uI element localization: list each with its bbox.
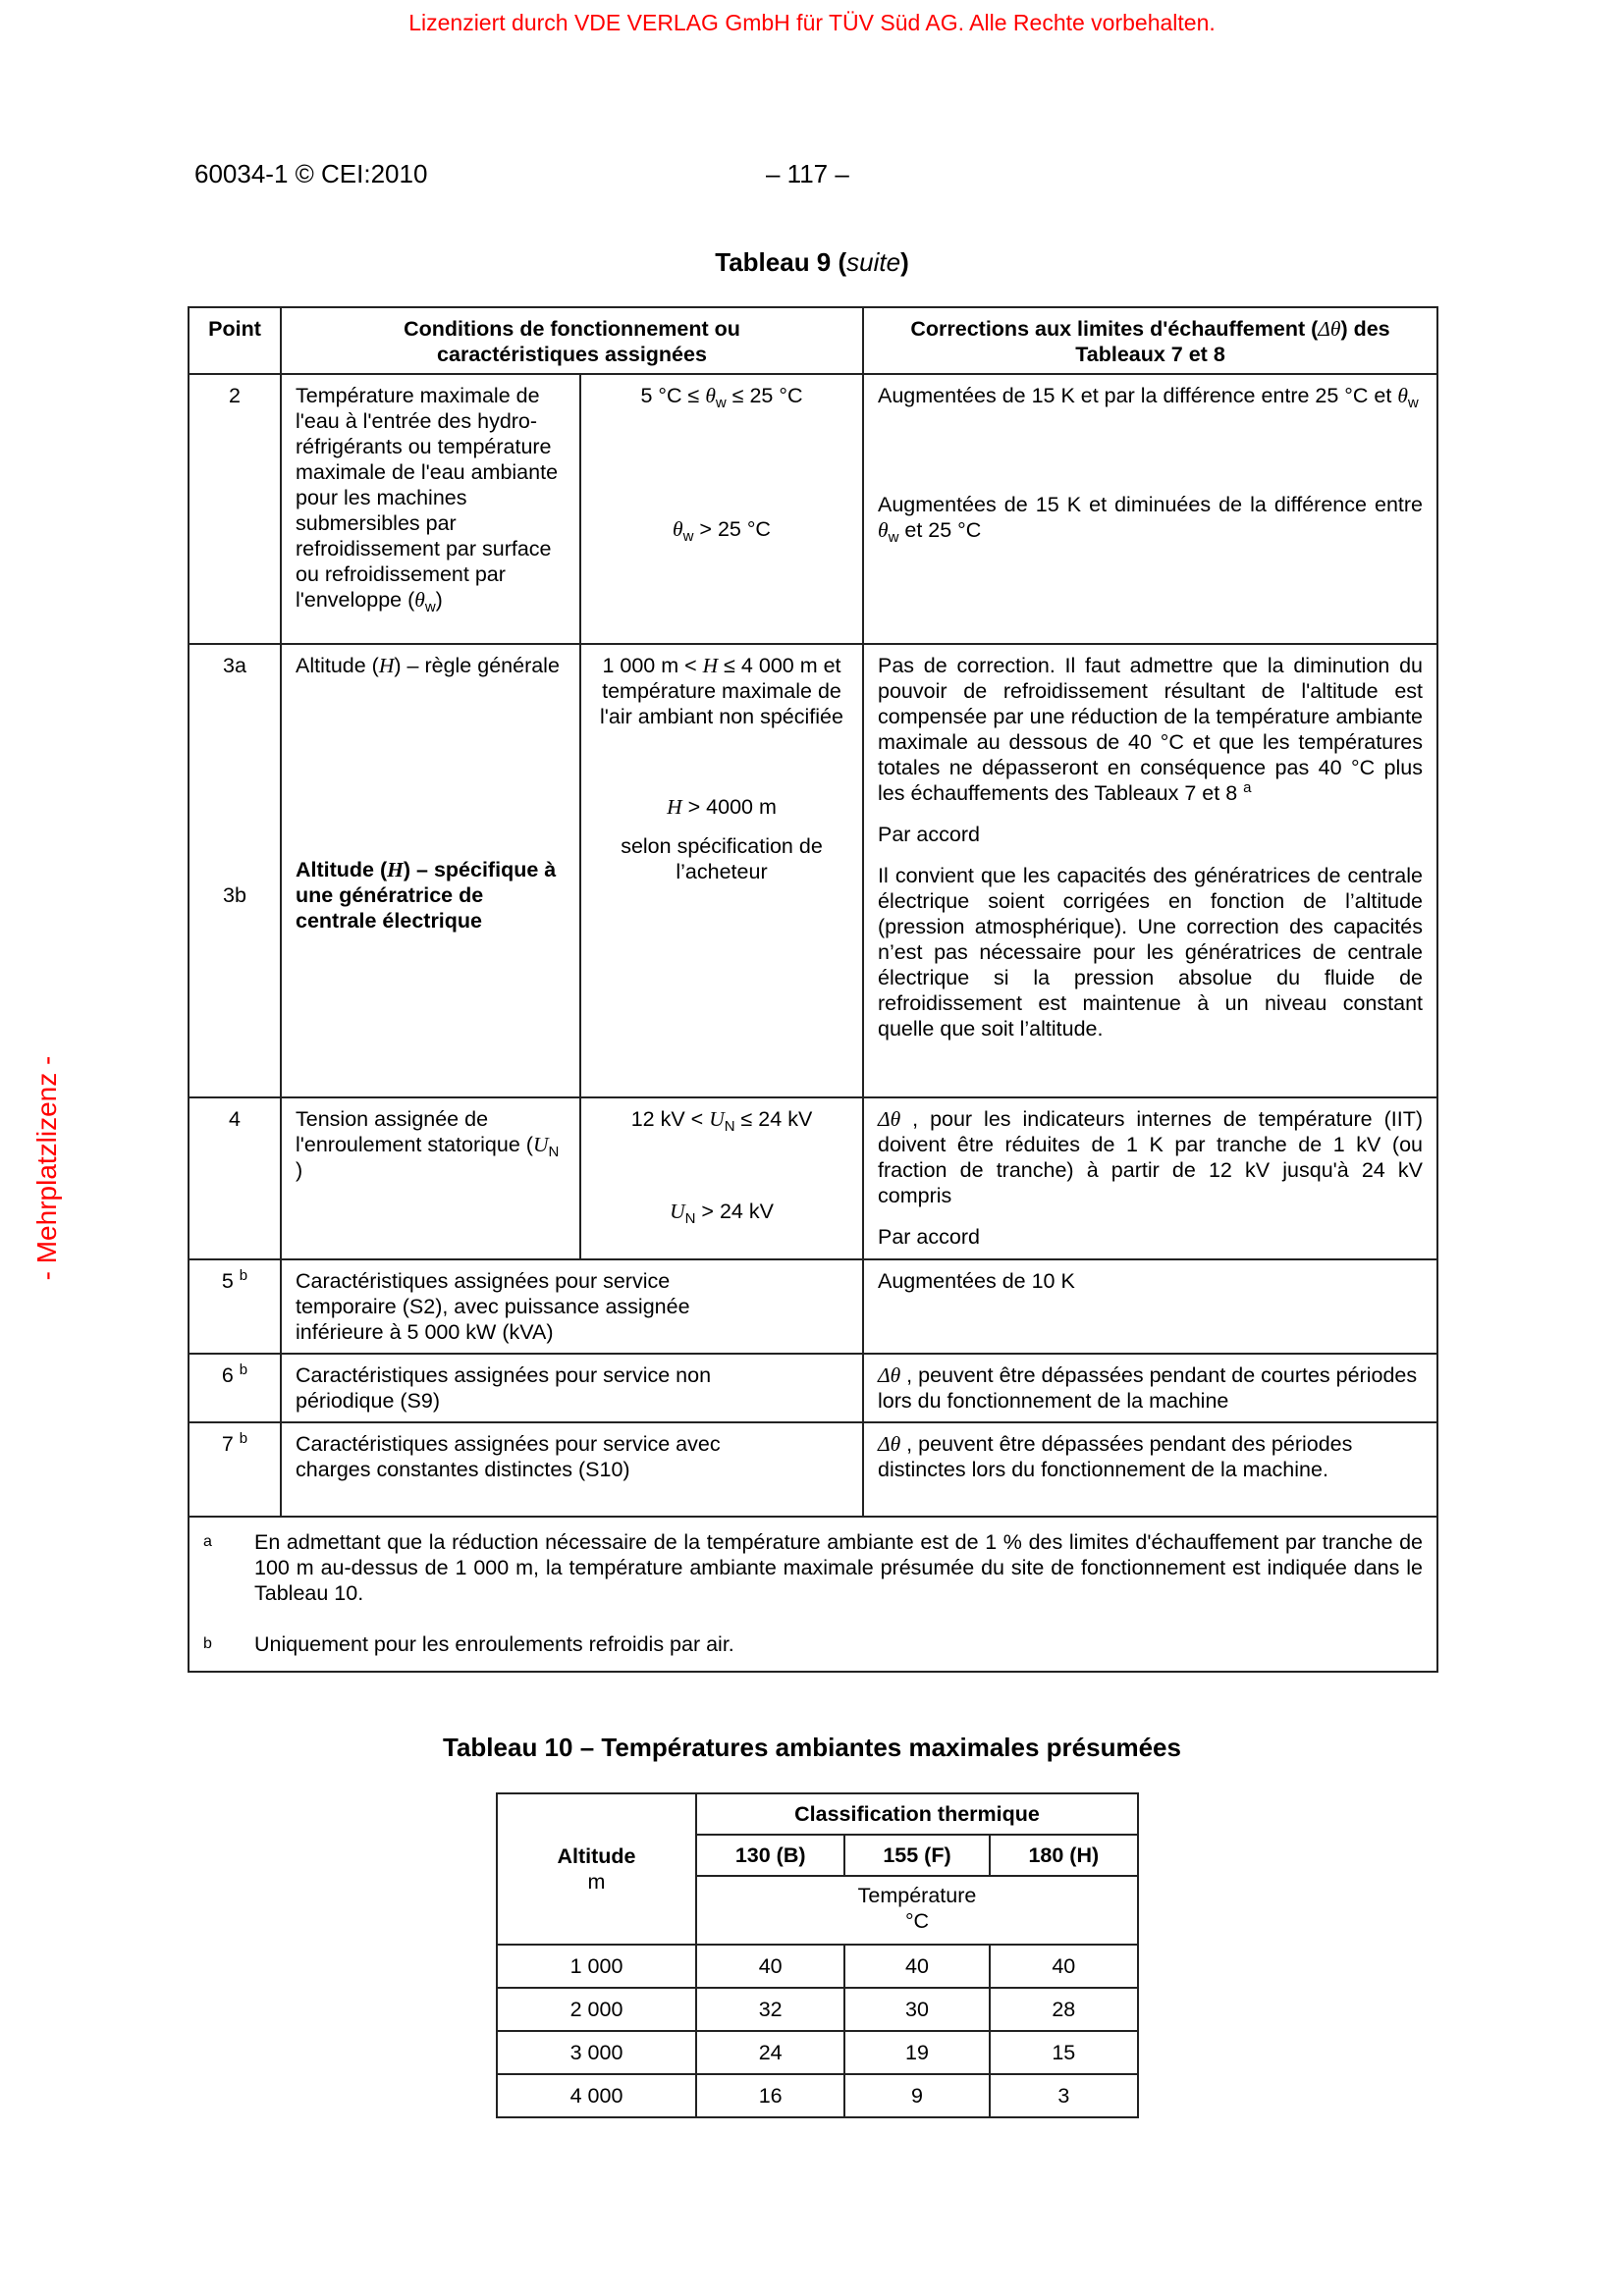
table-row: 1 000 40 40 40 [497, 1945, 1138, 1988]
correction-3a-2: Par accord [878, 823, 980, 846]
row-point: 3a 3b [189, 644, 281, 1097]
correction-2: Augmentées de 15 K et diminuées de la différence entre $\theta_w$ et 25 °C [878, 493, 1423, 546]
header-point: Point [189, 307, 281, 374]
row-value [580, 644, 863, 1097]
table9-caption-title: Tableau 9 [715, 247, 832, 277]
value-4-1: 12 kV < $U_N \le 24$ kV [630, 1107, 813, 1135]
row-condition: Caractéristiques assignées pour service temporaire (S2), avec puissance assignée inférieure à 5 000 kW (kVA) [281, 1259, 863, 1354]
table-row [189, 1097, 1437, 1259]
row-condition: Caractéristiques assignées pour service avec charges constantes distinctes (S10) [281, 1422, 863, 1517]
row-point: 2 [189, 374, 281, 644]
table-header-row [189, 307, 1437, 374]
table9-caption-suite: suite [846, 247, 901, 277]
table-row [189, 374, 1437, 644]
header-class-f: 155 (F) [844, 1835, 989, 1876]
footnote-b: b Uniquement pour les enroulements refroidis par air. [203, 1632, 734, 1656]
value-range-2: $\theta_w > 25$ °C [673, 517, 771, 545]
license-banner: Lizenziert durch VDE VERLAG GmbH für TÜV Süd AG. Alle Rechte vorbehalten. [408, 10, 1216, 35]
row-condition: Température maximale de l'eau à l'entrée des hydro-réfrigérants ou température maximale de l'eau ambiante pour les machines submersibles par refroidissement par surface ou refroidissement par l'enveloppe $(\theta_w)$ [281, 374, 580, 644]
table10-caption: Tableau 10 – Températures ambiantes maximales présumées [443, 1733, 1181, 1762]
table9-caption: Tableau 9 (suite) [715, 247, 909, 277]
table-footnotes [189, 1517, 1437, 1672]
condition-3a: Altitude (H) – règle générale [296, 654, 560, 677]
header-altitude: Altitude m [497, 1793, 696, 1945]
table-row [189, 1259, 1437, 1354]
document-reference: 60034-1 © CEI:2010 [194, 159, 428, 188]
page-number: – 117 – [766, 159, 849, 188]
row-value [580, 374, 863, 644]
value-3a-2: H > 4000 m [667, 795, 777, 819]
correction-3a-1: Pas de correction. Il faut admettre que la diminution du pouvoir de refroidissement résultant de l'altitude est compensée par une réduction de la température ambiante maximale au dessous de 40 °C et que les températures totales ne dépasseront en conséquence pas 40 °C plus les échauffements des Tableaux 7 et 8 $^a$ [878, 654, 1423, 805]
value-3a-1: 1 000 m < H ≤ 4 000 m et température maximale de l'air ambiant non spécifiée [600, 654, 843, 728]
correction-4-2: Par accord [878, 1225, 980, 1249]
row-correction: Δθ , peuvent être dépassées pendant des périodes distinctes lors du fonctionnement de la machine. [863, 1422, 1437, 1517]
table-9 [188, 306, 1438, 1673]
condition-3b: Altitude (H) – spécifique à une génératrice de centrale électrique [296, 858, 557, 933]
table-row: 4 000 16 9 3 [497, 2074, 1138, 2117]
table-row: 3 000 24 19 15 [497, 2031, 1138, 2074]
row-point: 7 $^b$ [189, 1422, 281, 1517]
row-correction: Δθ , peuvent être dépassées pendant de courtes périodes lors du fonctionnement de la machine [863, 1354, 1437, 1422]
row-condition [281, 644, 580, 1097]
header-corrections: Corrections aux limites d'échauffement (Δθ) des Tableaux 7 et 8 [863, 307, 1437, 374]
value-3b: selon spécification de l’acheteur [621, 834, 823, 883]
table-row [189, 1354, 1437, 1422]
header-classification: Classification thermique [696, 1793, 1138, 1835]
row-condition: Caractéristiques assignées pour service non périodique (S9) [281, 1354, 863, 1422]
row-correction [863, 644, 1437, 1097]
row-point: 5 $^b$ [189, 1259, 281, 1354]
header-class-b: 130 (B) [696, 1835, 844, 1876]
row-point: 4 [189, 1097, 281, 1259]
value-range-1: 5 $^\circ C \le \theta_w \le 25$ °C [640, 384, 803, 411]
correction-1: Augmentées de 15 K et par la différence entre 25 °C et $\theta_w$ [878, 384, 1419, 411]
table-row [189, 644, 1437, 1097]
value-4-2: $U_N > 24$ kV [670, 1200, 774, 1227]
row-condition: Tension assignée de l'enroulement statorique ($U_N$ ) [281, 1097, 580, 1259]
header-temperature: Température °C [696, 1876, 1138, 1945]
header-class-h: 180 (H) [990, 1835, 1138, 1876]
row-correction [863, 374, 1437, 644]
row-point: 6 $^b$ [189, 1354, 281, 1422]
row-correction [863, 1097, 1437, 1259]
row-value [580, 1097, 863, 1259]
correction-3b: Il convient que les capacités des génératrices de centrale électrique soient corrigées en fonction de l’altitude (pression atmosphérique). Une correction des capacités n’est pas nécessaire pour les génératrices de centrale électrique si la pression absolue du fluide de refroidissement est maintenue à un niveau constant quelle que soit l’altitude. [878, 864, 1423, 1041]
row-correction: Augmentées de 10 K [863, 1259, 1437, 1354]
table-row [189, 1422, 1437, 1517]
table-10 [496, 1792, 1139, 2118]
correction-4-1: Δθ , pour les indicateurs internes de température (IIT) doivent être réduites de 1 K par tranche de 1 kV (ou fraction de tranche) à partir de 12 kV jusqu'à 24 kV compris [878, 1107, 1423, 1207]
footnote-a: a En admettant que la réduction nécessaire de la température ambiante est de 1 % des limites d'échauffement par tranche de 100 m au-dessus de 1 000 m, la température ambiante maximale présumée du site de fonctionnement est indiquée dans le Tableau 10. [203, 1530, 1423, 1605]
table-row: 2 000 32 30 28 [497, 1988, 1138, 2031]
license-side-stamp: - Mehrplatzlizenz - [31, 1055, 62, 1281]
header-conditions: Conditions de fonctionnement ou caractéristiques assignées [281, 307, 863, 374]
